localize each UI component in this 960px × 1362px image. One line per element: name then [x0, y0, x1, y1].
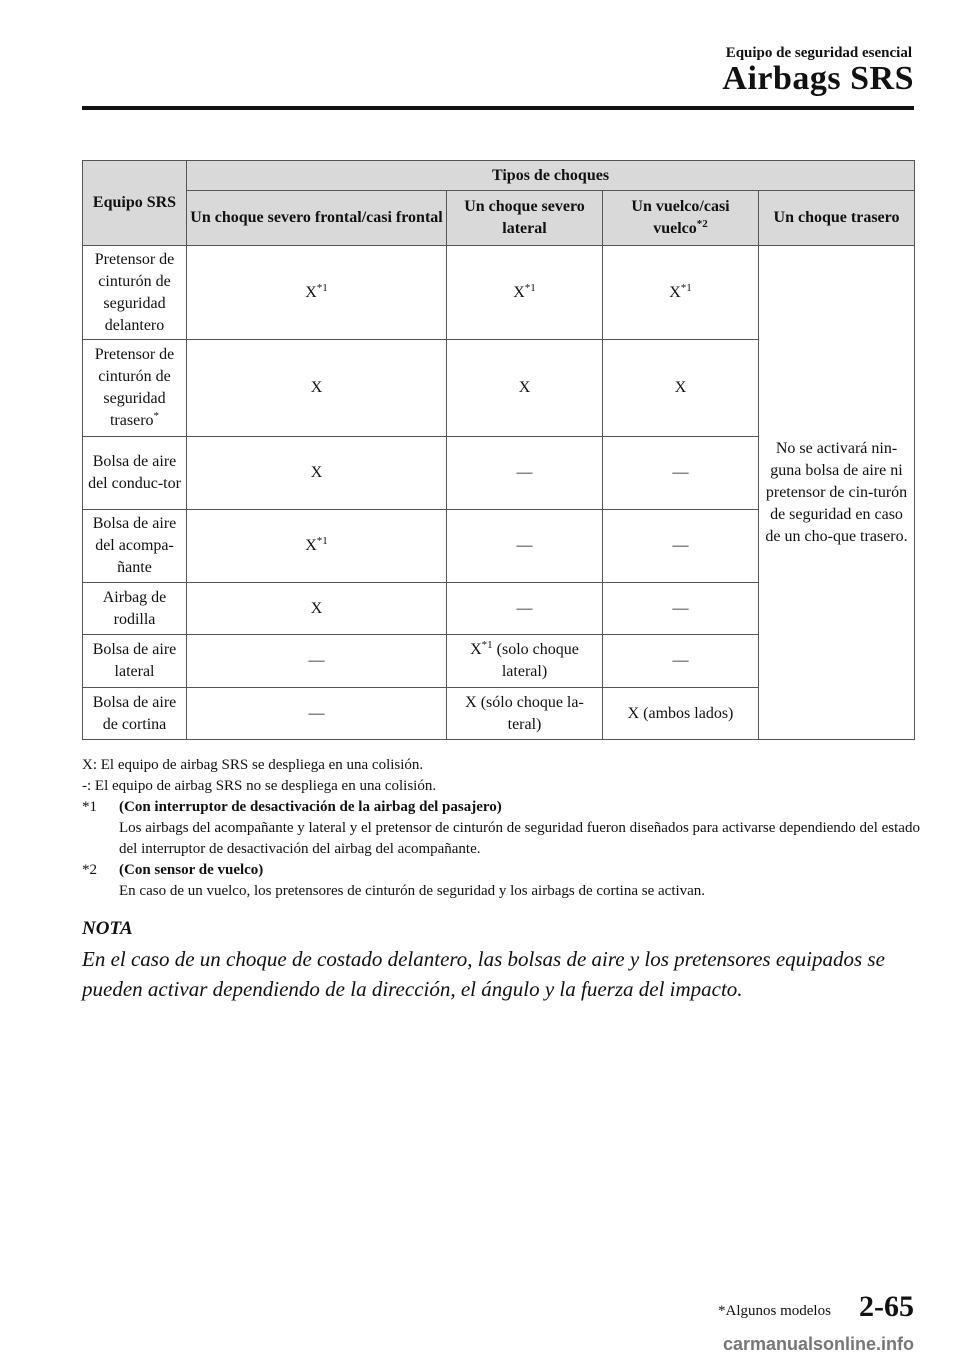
footnote-1-text: Los airbags del acompañante y lateral y el pretensor de cinturón de seguridad fueron diseñados para activarse dependiendo del estado del interruptor de desactivación del airbag del acompañante.: [119, 820, 920, 857]
table-row: [83, 246, 915, 340]
col-header-frontal: Un choque severo frontal/casi frontal: [187, 191, 447, 246]
nota-text: En el caso de un choque de costado delantero, las bolsas de aire y los pretensores equipados se pueden activar dependiendo de la dirección, el ángulo y la fuerza del impacto.: [82, 947, 885, 1001]
table-row: Pretensor de cinturón de seguridad trasero* X X X: [83, 340, 915, 437]
cell-lateral: X (sólo choque la-teral): [447, 688, 603, 740]
rear-crash-note: No se activará nin-guna bolsa de aire ni pretensor de cin-turón de seguridad en caso de un cho-que trasero.: [759, 246, 915, 740]
cell-frontal: X: [187, 340, 447, 437]
row-label: Bolsa de aire del acompa-ñante: [92, 515, 177, 576]
srs-table: [82, 160, 915, 740]
row-label: Bolsa de aire lateral: [92, 641, 177, 680]
col-header-lateral: Un choque severo lateral: [447, 191, 603, 246]
row-label: Bolsa de aire de cortina: [92, 693, 177, 733]
row-label: Pretensor de cinturón de seguridad delantero: [94, 250, 175, 334]
cell-lateral: $X^{*1}$ (solo choque lateral): [447, 635, 603, 688]
cell-frontal: $X^{*1}$: [187, 246, 447, 340]
watermark: carmanualsonline.info: [722, 1334, 914, 1354]
row-label: Bolsa de aire del conduc-tor: [88, 453, 181, 492]
col-header-vuelco: Un vuelco/casi vuelco$^{*2}$: [603, 191, 759, 246]
footnote-2-title: (Con sensor de vuelco): [119, 862, 264, 878]
cell-frontal: —: [187, 635, 447, 688]
cell-frontal: X: [187, 437, 447, 510]
cell-vuelco: —: [603, 437, 759, 510]
page-number: 2-65: [859, 1290, 914, 1323]
cell-vuelco: $X^{*1}$: [603, 246, 759, 340]
cell-lateral: —: [447, 583, 603, 635]
footnote-1: [82, 797, 922, 860]
footnote-2-text: En caso de un vuelco, los pretensores de cinturón de seguridad y los airbags de cortina se activan.: [119, 883, 706, 899]
cell-vuelco: —: [603, 510, 759, 583]
cell-lateral: —: [447, 437, 603, 510]
cell-vuelco: —: [603, 635, 759, 688]
table-notes: [82, 755, 922, 902]
section-header: Equipo de seguridad esencial: [725, 45, 912, 61]
col-group-header: Tipos de choques: [187, 161, 915, 191]
row-label: Pretensor de cinturón de seguridad trasero: [94, 346, 175, 429]
cell-lateral: $X^{*1}$: [447, 246, 603, 340]
page-title: Airbags SRS: [722, 60, 914, 97]
cell-vuelco: X: [603, 340, 759, 437]
footnote-2-mark: *2: [82, 862, 97, 878]
footnote-1-mark: *1: [82, 799, 97, 815]
legend-dash: -: El equipo de airbag SRS no se despliega en una colisión.: [82, 778, 437, 794]
cell-frontal: $X^{*1}$: [187, 510, 447, 583]
cell-lateral: X: [447, 340, 603, 437]
cell-frontal: X: [187, 583, 447, 635]
col-header-trasero: Un choque trasero: [759, 191, 915, 246]
legend-x: X: El equipo de airbag SRS se despliega en una colisión.: [82, 757, 424, 773]
col-header-equipo: Equipo SRS: [83, 161, 187, 246]
nota-heading: NOTA: [82, 918, 133, 939]
footnote-2: [82, 860, 922, 902]
cell-vuelco: X (ambos lados): [603, 688, 759, 740]
cell-vuelco: —: [603, 583, 759, 635]
footer-note: *Algunos modelos: [718, 1303, 831, 1319]
header-rule: [82, 106, 914, 110]
row-label: Airbag de rodilla: [102, 588, 167, 628]
cell-lateral: —: [447, 510, 603, 583]
cell-frontal: —: [187, 688, 447, 740]
footnote-1-title: (Con interruptor de desactivación de la airbag del pasajero): [119, 799, 502, 815]
